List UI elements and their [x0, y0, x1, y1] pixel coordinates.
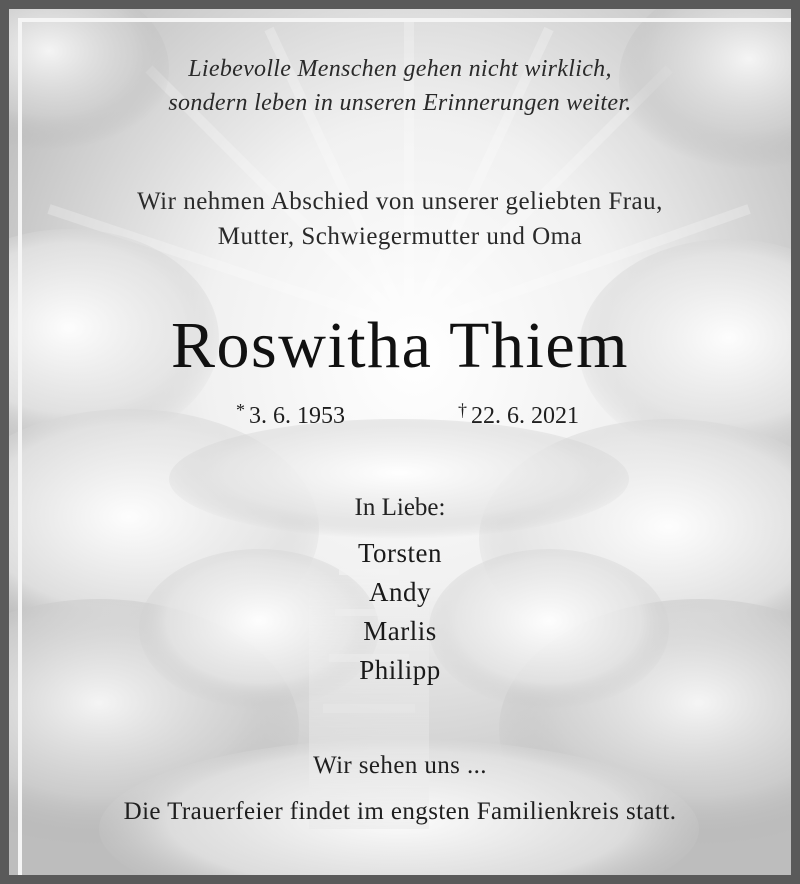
- motto-line-1: Liebevolle Menschen gehen nicht wirklich,: [188, 56, 612, 82]
- death-cross-icon: †: [458, 400, 467, 420]
- mourner-name: Andy: [369, 577, 431, 607]
- intro-line-1: Wir nehmen Abschied von unserer geliebten Frau,: [137, 188, 663, 215]
- mourner-name: Marlis: [363, 616, 437, 646]
- death-date: [458, 400, 579, 430]
- birth-star-icon: *: [236, 400, 245, 420]
- deceased-name: Roswitha Thiem: [171, 309, 629, 382]
- intro-text: [0, 184, 800, 254]
- mourners-list: [0, 534, 800, 690]
- birth-date-value: 3. 6. 1953: [249, 403, 345, 429]
- intro-line-2: Mutter, Schwiegermutter und Oma: [217, 223, 583, 250]
- love-label: In Liebe:: [354, 494, 446, 521]
- ceremony-notice: Die Trauerfeier findet im engsten Familienkreis statt.: [123, 798, 677, 825]
- closing-line: Wir sehen uns ...: [313, 752, 487, 779]
- death-date-value: 22. 6. 2021: [471, 403, 579, 429]
- motto-line-2: sondern leben in unseren Erinnerungen weiter.: [168, 90, 632, 116]
- birth-date: [236, 400, 345, 430]
- mourner-name: Philipp: [359, 655, 441, 685]
- mourner-name: Torsten: [357, 538, 443, 568]
- life-dates: [0, 400, 800, 436]
- motto: [0, 52, 800, 120]
